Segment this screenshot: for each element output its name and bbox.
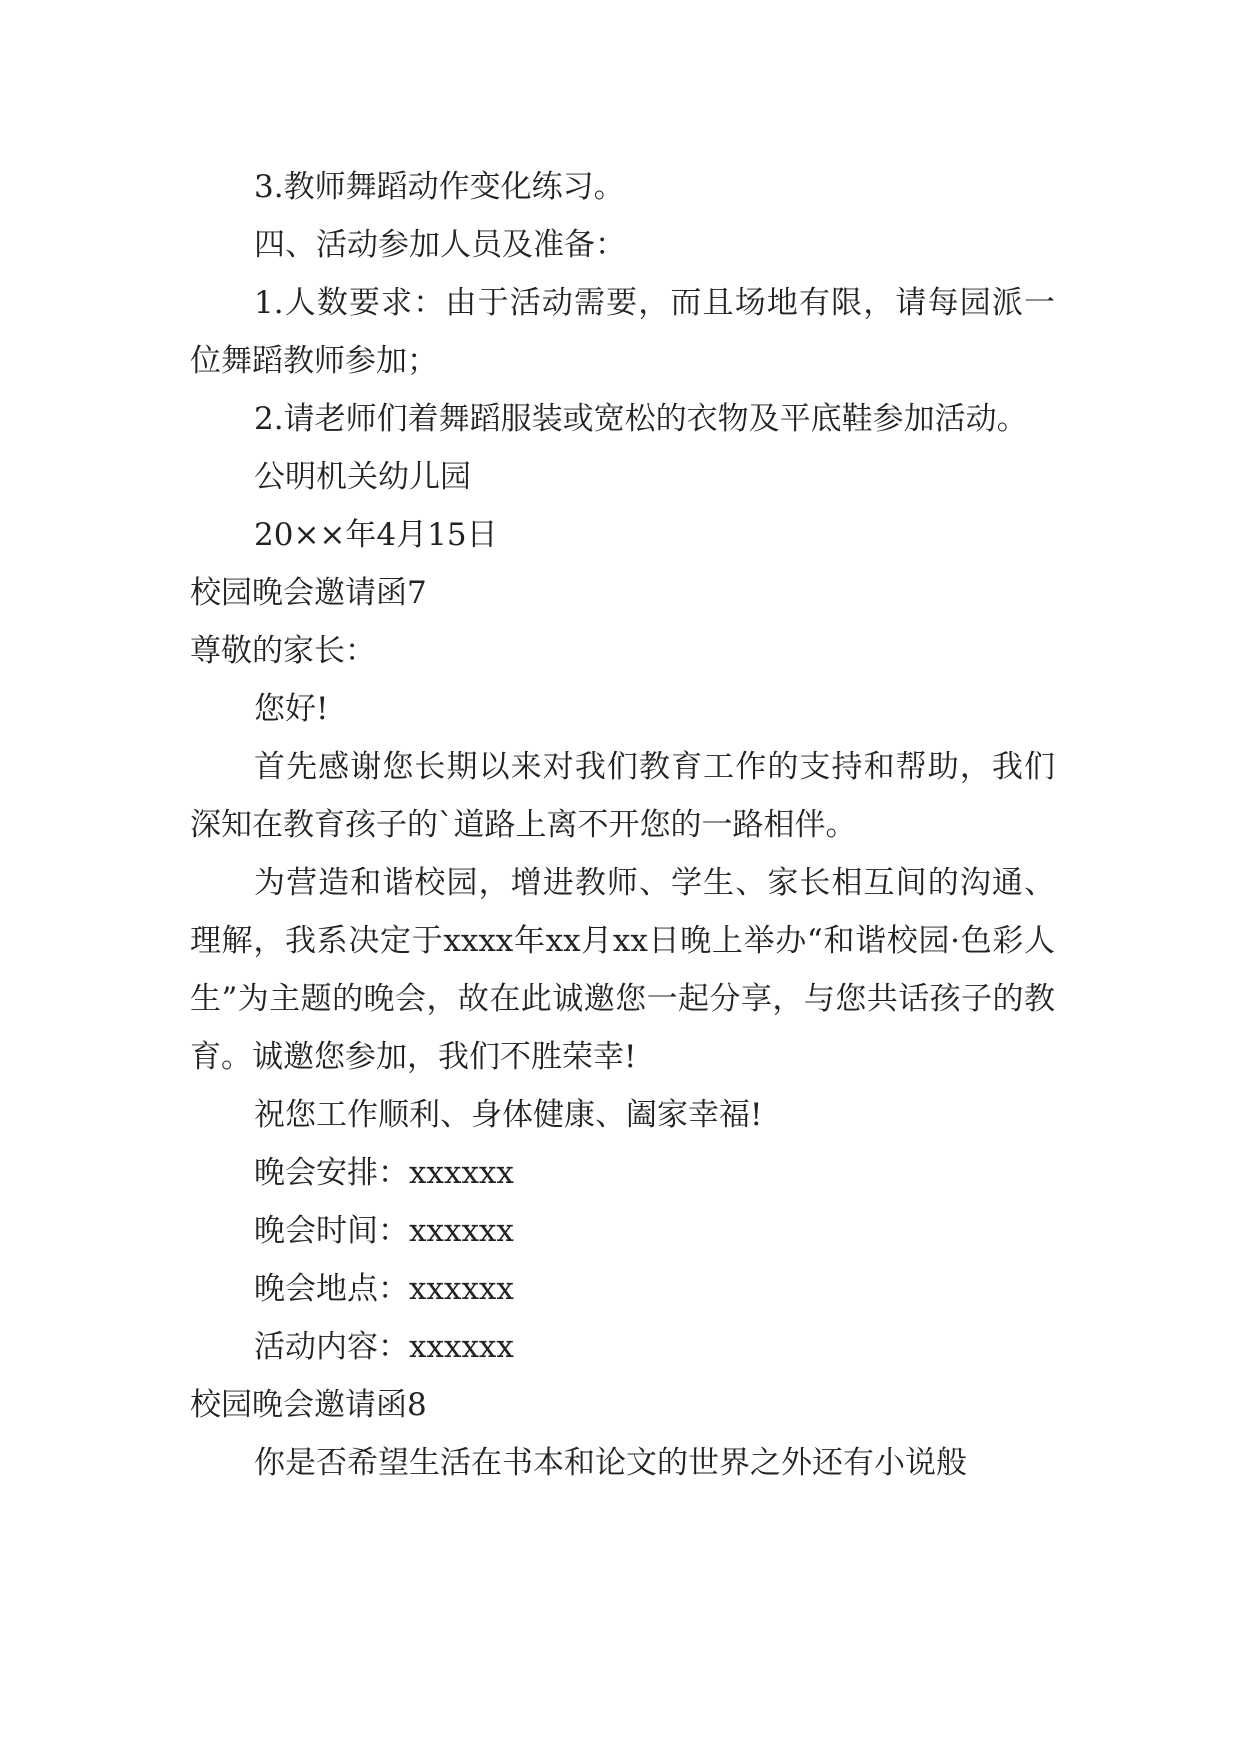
detail-location: 晚会地点：xxxxxx [254,1271,514,1307]
signature-date: 20××年4月15日 [254,517,498,553]
paragraph-wishes: 祝您工作顺利、身体健康、阖家幸福! [254,1097,763,1133]
detail-arrangement: 晚会安排：xxxxxx [254,1155,514,1191]
detail-content: 活动内容：xxxxxx [254,1329,514,1365]
invitation-title-8: 校园晚会邀请函8 [190,1387,427,1423]
paragraph-opening: 你是否希望生活在书本和论文的世界之外还有小说般 [254,1445,967,1481]
detail-time: 晚会时间：xxxxxx [254,1213,514,1249]
invitation-title-7: 校园晚会邀请函7 [190,575,427,611]
list-item-attire: 2.请老师们着舞蹈服装或宽松的衣物及平底鞋参加活动。 [254,401,1028,437]
greeting: 您好! [254,691,329,727]
signature-organization: 公明机关幼儿园 [254,459,471,495]
list-item-headcount: 1.人数要求：由于活动需要，而且场地有限，请每园派一位舞蹈教师参加； [190,285,1055,379]
section-heading-participants: 四、活动参加人员及准备： [254,227,626,263]
paragraph-invitation: 为营造和谐校园，增进教师、学生、家长相互间的沟通、理解，我系决定于xxxx年xx月xx日晚上举办“和谐校园·色彩人生”为主题的晚会，故在此诚邀您一起分享，与您共话孩子的教育。诚邀您参加，我们不胜荣幸! [190,865,1055,1075]
document-body [190,158,1055,1492]
list-item-practice: 3.教师舞蹈动作变化练习。 [254,169,625,205]
salutation: 尊敬的家长： [190,633,376,669]
paragraph-thanks: 首先感谢您长期以来对我们教育工作的支持和帮助，我们深知在教育孩子的`道路上离不开您的一路相伴。 [190,749,1055,843]
